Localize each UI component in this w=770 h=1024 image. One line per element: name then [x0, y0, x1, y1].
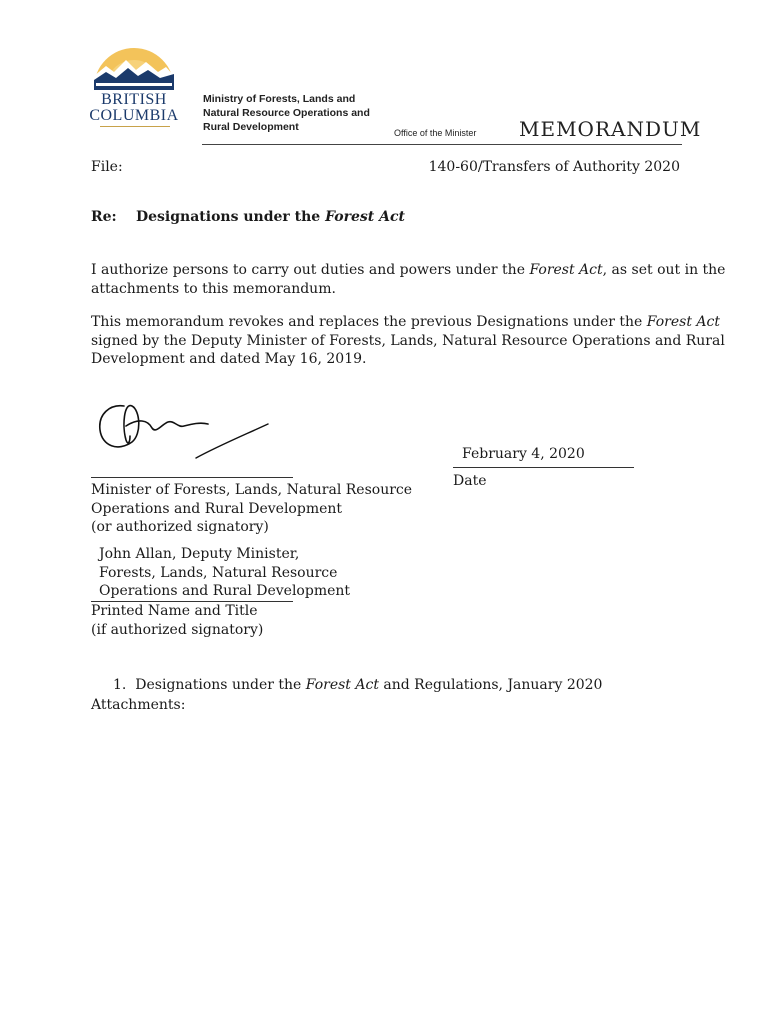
subject-text: Designations under the: [136, 209, 326, 225]
printed-name-line-3: Operations and Rural Development: [99, 583, 351, 599]
ministry-name-line-2: Natural Resource Operations and: [203, 107, 370, 119]
file-label: File:: [91, 159, 123, 175]
office-label: Office of the Minister: [394, 128, 477, 138]
waves-icon: [96, 83, 172, 89]
header-divider: [202, 144, 682, 145]
para1-text-end: , as set out in the: [602, 262, 726, 278]
attachment-item: [113, 676, 602, 695]
signature-date: February 4, 2020: [462, 446, 585, 462]
date-line: [453, 467, 634, 468]
subject-act-name: Forest Act: [325, 209, 405, 225]
signatory-title-line-2: Operations and Rural Development: [91, 500, 343, 517]
attachment-text-end: and Regulations, January 2020: [378, 677, 603, 693]
paragraph-revocation: [91, 313, 725, 369]
logo-text-british: BRITISH: [101, 91, 167, 108]
ministry-name-line-1: Ministry of Forests, Lands and: [203, 93, 356, 105]
handwritten-signature: [92, 396, 282, 468]
para2-text: This memorandum revokes and replaces the previous Designations under the: [91, 314, 647, 330]
printed-name-label: [91, 602, 263, 639]
attachment-text: Designations under the: [135, 677, 306, 693]
paragraph-authorization: [91, 261, 726, 298]
signatory-title-line-3: (or authorized signatory): [91, 519, 269, 535]
ministry-name-line-3: Rural Development: [203, 121, 299, 133]
para1-act-name: Forest Act: [529, 262, 603, 278]
signatory-title-line-1: Minister of Forests, Lands, Natural Resource: [91, 482, 413, 498]
printed-name: [99, 545, 350, 601]
printed-label-line-1: Printed Name and Title: [91, 603, 258, 619]
document-title: MEMORANDUM: [519, 117, 702, 141]
signature-line: [91, 477, 293, 478]
signatory-title: [91, 481, 412, 537]
file-number: 140-60/Transfers of Authority 2020: [428, 159, 680, 175]
logo-divider: [100, 126, 170, 127]
subject-line: [136, 209, 405, 225]
re-label: Re:: [91, 209, 117, 225]
logo-text-columbia: COLUMBIA: [89, 107, 179, 124]
attachment-act-name: Forest Act: [305, 677, 379, 693]
printed-name-line-1: John Allan, Deputy Minister,: [99, 546, 300, 562]
para2-line2: signed by the Deputy Minister of Forests, Lands, Natural Resource Operations and Rural: [91, 332, 725, 349]
printed-label-line-2: (if authorized signatory): [91, 621, 264, 638]
attachment-number: 1.: [113, 677, 127, 693]
printed-name-line-2: Forests, Lands, Natural Resource: [99, 564, 338, 581]
para2-line3: Development and dated May 16, 2019.: [91, 351, 367, 367]
para1-line2: attachments to this memorandum.: [91, 280, 336, 297]
attachments-label: Attachments:: [91, 697, 186, 713]
para2-act-name: Forest Act: [646, 314, 720, 330]
date-label: Date: [453, 473, 487, 489]
para1-text: I authorize persons to carry out duties and powers under the: [91, 262, 530, 278]
